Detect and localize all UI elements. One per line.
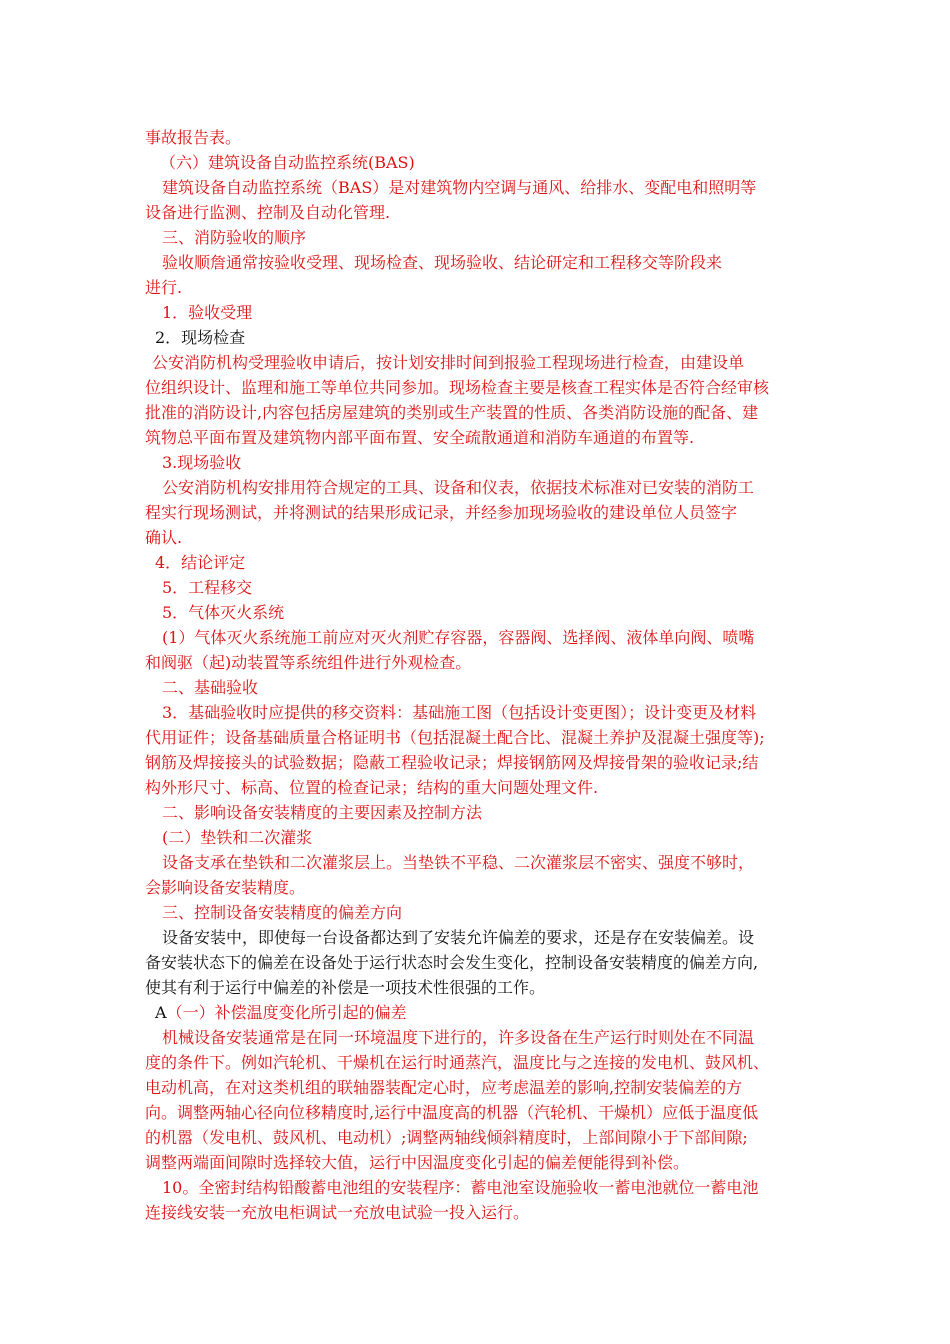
list-item: 5．气体灭火系统 xyxy=(162,603,285,622)
section-heading: (二）垫铁和二次灌浆 xyxy=(162,828,313,847)
section-heading: 二、基础验收 xyxy=(162,678,259,697)
text-line: 建筑设备自动监控系统（BAS）是对建筑物内空调与通风、给排水、变配电和照明等 xyxy=(162,178,757,197)
text-line: 构外形尺寸、标高、位置的检查记录；结构的重大问题处理文件. xyxy=(145,778,599,797)
section-heading: 三、消防验收的顺序 xyxy=(162,228,307,247)
list-item: 5．工程移交 xyxy=(162,578,253,597)
section-heading-a xyxy=(155,1003,407,1023)
text-line: 位组织设计、监理和施工等单位共同参加。现场检查主要是核查工程实体是否符合经审核 xyxy=(145,378,770,397)
list-item: 2．现场检查 xyxy=(155,328,246,347)
section-heading-text: （一）补偿温度变化所引起的偏差 xyxy=(166,1003,407,1022)
text-line: 程实行现场测试，并将测试的结果形成记录，并经参加现场验收的建设单位人员签字 xyxy=(145,503,738,522)
text-line: 会影响设备安装精度。 xyxy=(145,878,306,897)
text-line: 进行. xyxy=(145,278,183,297)
text-line: 设备进行监测、控制及自动化管理. xyxy=(145,203,391,222)
text-line: 10。全密封结构铅酸蓄电池组的安装程序：蓄电池室设施验收一蓄电池就位一蓄电池 xyxy=(162,1178,759,1197)
text-line: 和阀驱（起)动装置等系统组件进行外观检查。 xyxy=(145,653,472,672)
text-line: 3．基础验收时应提供的移交资料：基础施工图（包括设计变更图）；设计变更及材料 xyxy=(162,703,757,722)
text-line: 钢筋及焊接接头的试验数据；隐蔽工程验收记录；焊接钢筋网及焊接骨架的验收记录;结 xyxy=(145,753,759,772)
list-item: 4．结论评定 xyxy=(155,553,246,572)
text-line: 设备安装中，即使每一台设备都达到了安装允许偏差的要求，还是存在安装偏差。设 xyxy=(162,928,755,947)
marker-a: A xyxy=(155,1003,167,1022)
text-line: 电动机高，在对这类机组的联轴器装配定心时，应考虑温差的影响,控制安装偏差的方 xyxy=(145,1078,743,1097)
text-line: 调整两端面间隙时选择较大值，运行中因温度变化引起的偏差便能得到补偿。 xyxy=(145,1153,690,1172)
list-item: 1．验收受理 xyxy=(162,303,253,322)
section-heading: 二、影响设备安装精度的主要因素及控制方法 xyxy=(162,803,483,822)
section-heading: （六）建筑设备自动监控系统(BAS) xyxy=(160,153,415,172)
text-line: 的机嚣（发电机、鼓风机、电动机）;调整两轴线倾斜精度时，上部间隙小于下部间隙; xyxy=(145,1128,748,1147)
section-heading: 三、控制设备安装精度的偏差方向 xyxy=(162,903,403,922)
text-line: 验收顺詹通常按验收受理、现场检查、现场验收、结论研定和工程移交等阶段来 xyxy=(162,253,723,272)
text-line: 代用证件；设备基础质量合格证明书（包括混凝土配合比、混凝土养护及混凝土强度等); xyxy=(145,728,765,747)
text-line: 筑物总平面布置及建筑物内部平面布置、安全疏散通道和消防车通道的布置等. xyxy=(145,428,695,447)
text-line: 备安装状态下的偏差在设备处于运行状态时会发生变化，控制设备安装精度的偏差方向, xyxy=(145,953,759,972)
text-line: 连接线安装一充放电柜调试一充放电试验一投入运行。 xyxy=(145,1203,530,1222)
text-line: 事故报告表。 xyxy=(145,128,242,147)
text-line: 向。调整两轴心径向位移精度时,运行中温度高的机器（汽轮机、干燥机）应低于温度低 xyxy=(145,1103,759,1122)
text-line: 批准的消防设计,内容包括房屋建筑的类别或生产装置的性质、各类消防设施的配备、建 xyxy=(145,403,759,422)
text-line: 公安消防机构受理验收申请后，按计划安排时间到报验工程现场进行检查，由建设单 xyxy=(152,353,745,372)
list-item: 3.现场验收 xyxy=(162,453,242,472)
text-line: 机械设备安装通常是在同一环境温度下进行的，许多设备在生产运行时则处在不同温 xyxy=(162,1028,755,1047)
text-line: 公安消防机构安排用符合规定的工具、设备和仪表，依据技术标准对已安装的消防工 xyxy=(162,478,755,497)
text-line: 设备支承在垫铁和二次灌浆层上。当垫铁不平稳、二次灌浆层不密实、强度不够时， xyxy=(162,853,755,872)
text-line: (1）气体灭火系统施工前应对灭火剂贮存容器，容器阀、选择阀、液体单向阀、喷嘴 xyxy=(162,628,755,647)
text-line: 度的条件下。例如汽轮机、干燥机在运行时通蒸汽，温度比与之连接的发电机、鼓风机、 xyxy=(145,1053,770,1072)
text-line: 确认. xyxy=(145,528,183,547)
text-line: 使其有利于运行中偏差的补偿是一项技术性很强的工作。 xyxy=(145,978,546,997)
